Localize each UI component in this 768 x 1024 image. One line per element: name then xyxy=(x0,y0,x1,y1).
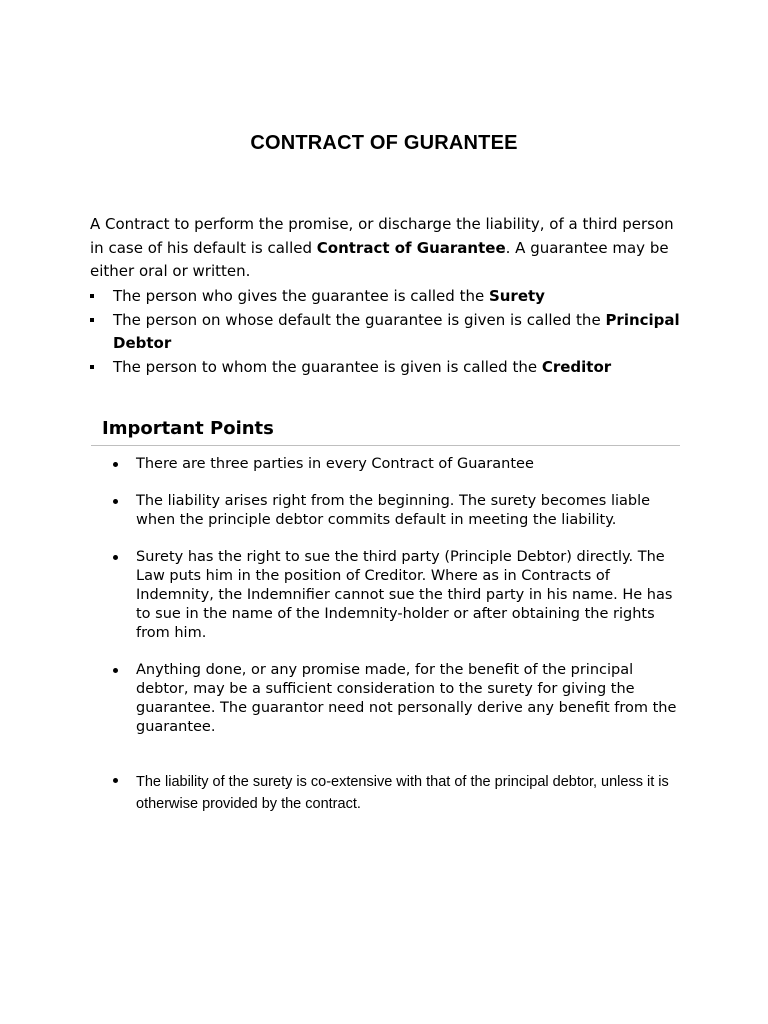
definitions-list xyxy=(90,285,690,380)
important-points-list xyxy=(112,455,682,815)
bullet-icon xyxy=(113,462,118,467)
intro-text-2: . A guarantee may be either oral or written. xyxy=(90,238,669,280)
section-divider xyxy=(91,445,680,446)
point-text: Surety has the right to sue the third party (Principle Debtor) directly. The Law puts him in the position of Creditor. Where as in Contracts of Indemnity, the Indemnifier cannot sue the third party in his name. He has to sue in the name of the Indemnity-holder or after obtaining the rights from him. xyxy=(136,549,673,641)
intro-paragraph xyxy=(90,213,690,284)
square-bullet-icon xyxy=(90,318,94,322)
point-text: The liability of the surety is co-extensive with that of the principal debtor, unless it is otherwise provided by the contract. xyxy=(136,774,669,812)
definition-item-principal-debtor xyxy=(90,309,690,355)
page-title: CONTRACT OF GURANTEE xyxy=(250,132,518,154)
list-item xyxy=(112,455,682,474)
point-text: The liability arises right from the beginning. The surety becomes liable when the principle debtor commits default in meeting the liability. xyxy=(136,493,651,528)
intro-text-1: A Contract to perform the promise, or discharge the liability, of a third person in case of his default is called xyxy=(90,215,674,257)
intro-term-contract-of-guarantee: Contract of Guarantee xyxy=(316,238,506,257)
definition-term: Creditor xyxy=(541,358,612,376)
square-bullet-icon xyxy=(90,294,94,298)
point-text: Anything done, or any promise made, for the benefit of the principal debtor, may be a sufficient consideration to the surety for giving the guarantee. The guarantor need not personally derive any benefit from the guarantee. xyxy=(136,662,677,735)
bullet-icon xyxy=(113,778,118,783)
bullet-icon xyxy=(113,668,118,673)
definition-text: The person on whose default the guarantee is given is called the xyxy=(113,311,606,329)
point-text: There are three parties in every Contract of Guarantee xyxy=(136,456,534,472)
square-bullet-icon xyxy=(90,365,94,369)
list-item xyxy=(112,492,682,530)
definition-item-creditor xyxy=(90,356,690,379)
bullet-icon xyxy=(113,499,118,504)
definition-term: Principal Debtor xyxy=(113,311,680,352)
definition-text: The person who gives the guarantee is called the xyxy=(113,287,489,305)
section-heading: Important Points xyxy=(102,418,274,439)
definition-term: Surety xyxy=(488,287,545,305)
list-item xyxy=(112,771,682,815)
bullet-icon xyxy=(113,555,118,560)
list-item xyxy=(112,548,682,643)
definition-item-surety xyxy=(90,285,690,308)
list-item xyxy=(112,661,682,737)
definition-text: The person to whom the guarantee is given is called the xyxy=(113,358,542,376)
